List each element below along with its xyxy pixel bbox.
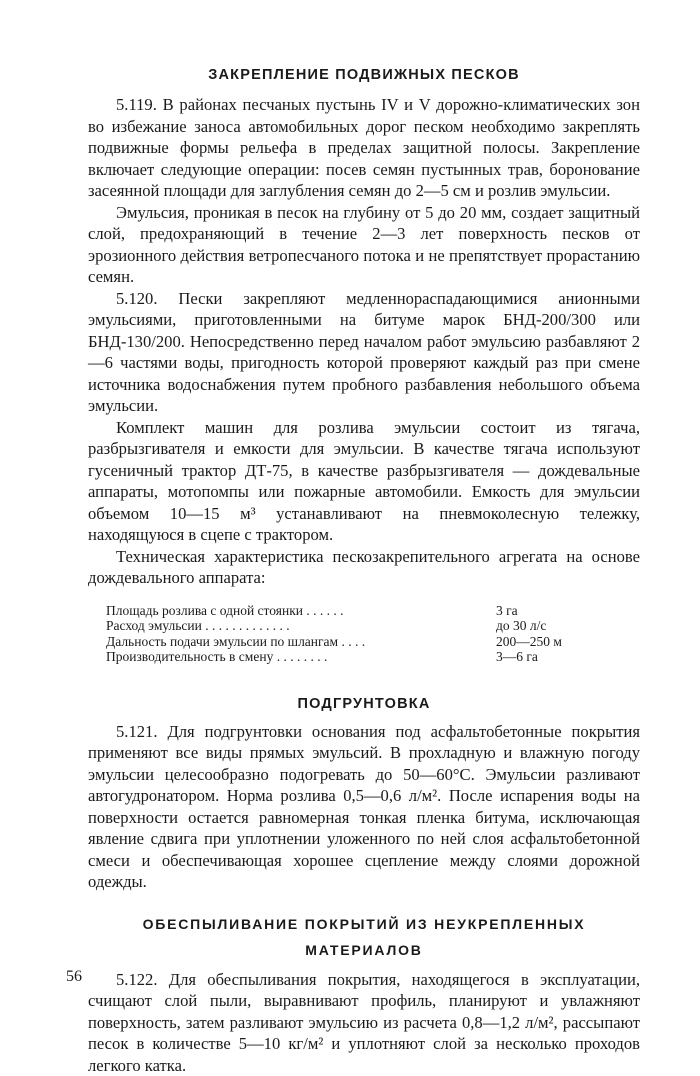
spec-label: Дальность подачи эмульсии по шлангам . . . . [106, 634, 496, 650]
spec-row [106, 603, 562, 619]
section-title-sand-fixing: ЗАКРЕПЛЕНИЕ ПОДВИЖНЫХ ПЕСКОВ [88, 62, 640, 88]
paragraph-machine-set: Комплект машин для розлива эмульсии состоит из тягача, разбрызгивателя и емкости для эмульсии. В качестве тягача используют гусеничный трактор ДТ-75, в качестве разбрызгивателя — дождевальные аппараты, мотопомпы или пожарные автомобили. Емкость для эмульсии объемом 10—15 м³ устанавливают на пневмоколесную тележку, находящуюся в сцепе с трактором. [88, 417, 640, 546]
paragraph-tech-spec-intro: Техническая характеристика пескозакрепительного агрегата на основе дождевального аппарата: [88, 546, 640, 589]
tech-spec-table [106, 603, 562, 665]
paragraph-5-122: 5.122. Для обеспыливания покрытия, находящегося в эксплуатации, счищают слой пыли, выравнивают профиль, планируют и увлажняют поверхность, затем разливают эмульсию из расчета 0,8—1,2 л/м², рассыпают песок в количестве 5—10 кг/м² и уплотняют слой за несколько проходов легкого катка. [88, 969, 640, 1076]
spec-value: до 30 л/с [496, 618, 562, 634]
spec-value: 200—250 м [496, 634, 562, 650]
spec-row [106, 618, 562, 634]
paragraph-emulsion-penetration: Эмульсия, проникая в песок на глубину от 5 до 20 мм, создает защитный слой, предохраняющий в течение 2—3 лет поверхность песков от эрозионного действия ветропесчаного потока и не препятствует прорастанию семян. [88, 202, 640, 288]
spec-value: 3—6 га [496, 649, 562, 665]
page-body [88, 62, 640, 1076]
spec-row [106, 634, 562, 650]
spec-row [106, 649, 562, 665]
spec-label: Производительность в смену . . . . . . . . [106, 649, 496, 665]
section-title-dust-removal: ОБЕСПЫЛИВАНИЕ ПОКРЫТИЙ ИЗ НЕУКРЕПЛЕННЫХ МАТЕРИАЛОВ [88, 911, 640, 963]
paragraph-5-121: 5.121. Для подгрунтовки основания под асфальтобетонные покрытия применяют все виды прямых эмульсий. В прохладную и влажную погоду эмульсии целесообразно подогревать до 50—60°С. Эмульсии разливают автогудронатором. Норма розлива 0,5—0,6 л/м². После испарения воды на поверхности остается равномерная тонкая пленка битума, исключающая явление сдвига при уплотнении уложенного по ней слоя асфальтобетонной смеси и обеспечивающая хорошее сцепление между слоями дорожной одежды. [88, 721, 640, 893]
paragraph-5-119: 5.119. В районах песчаных пустынь IV и V дорожно-климатических зон во избежание заноса автомобильных дорог песком необходимо закреплять подвижные формы рельефа в пределах защитной полосы. Закрепление включает следующие операции: посев семян пустынных трав, боронование засеянной площади для заглубления семян до 2—5 см и розлив эмульсии. [88, 94, 640, 202]
spec-label: Расход эмульсии . . . . . . . . . . . . . [106, 618, 496, 634]
section-title-priming: ПОДГРУНТОВКА [88, 691, 640, 717]
spec-value: 3 га [496, 603, 562, 619]
paragraph-5-120: 5.120. Пески закрепляют медленнораспадающимися анионными эмульсиями, приготовленными на битуме марок БНД-200/300 или БНД-130/200. Непосредственно перед началом работ эмульсию разбавляют 2—6 частями воды, пригодность которой проверяют каждый раз при смене источника водоснабжения путем пробного разбавления небольшого объема эмульсии. [88, 288, 640, 417]
page-number: 56 [66, 968, 82, 986]
spec-label: Площадь розлива с одной стоянки . . . . . . [106, 603, 496, 619]
